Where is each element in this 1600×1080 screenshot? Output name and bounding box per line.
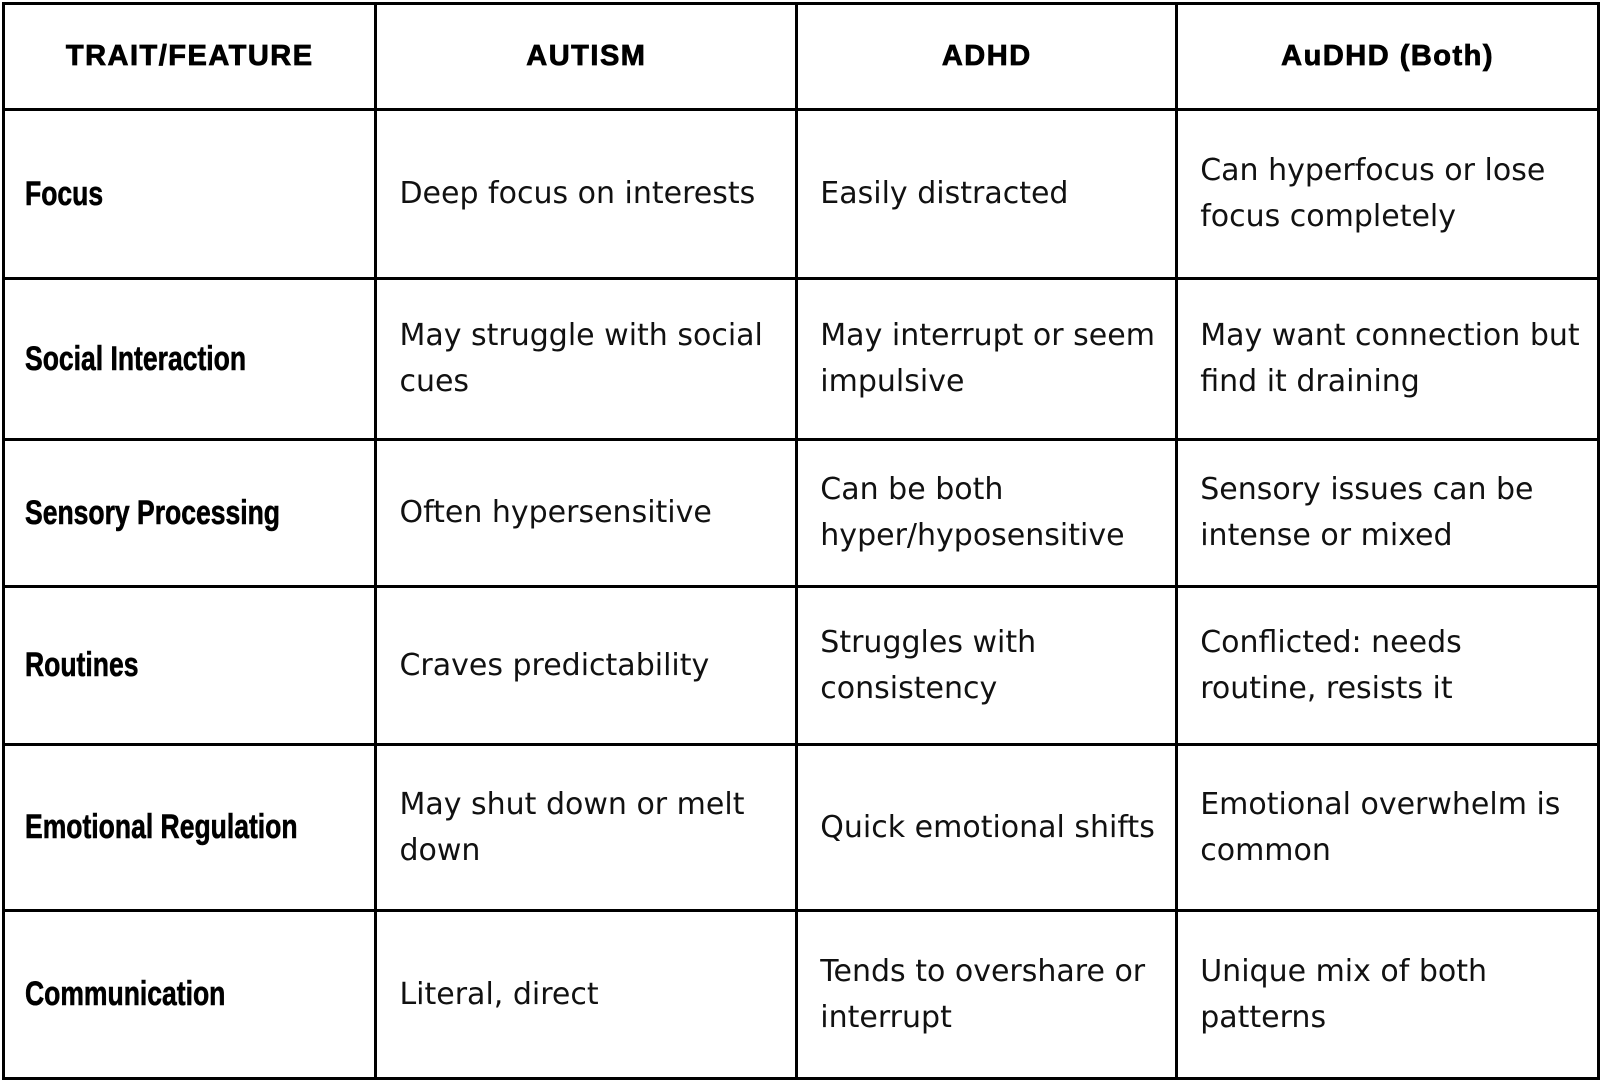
autism-cell: Often hypersensitive [376, 440, 797, 587]
trait-cell [4, 440, 376, 587]
header-audhd: AuDHD (Both) [1177, 4, 1599, 110]
adhd-cell: Struggles with consistency [797, 587, 1177, 745]
autism-cell: May shut down or melt down [376, 745, 797, 911]
audhd-cell: Unique mix of both patterns [1177, 911, 1599, 1079]
audhd-cell: Sensory issues can be intense or mixed [1177, 440, 1599, 587]
trait-cell [4, 587, 376, 745]
trait-label: Routines [25, 646, 139, 684]
autism-cell: Deep focus on interests [376, 110, 797, 279]
header-row [4, 4, 1599, 110]
header-adhd: ADHD [797, 4, 1177, 110]
trait-label: Communication [25, 975, 226, 1013]
adhd-cell: Can be both hyper/hyposensitive [797, 440, 1177, 587]
trait-cell [4, 911, 376, 1079]
audhd-cell: Conflicted: needs routine, resists it [1177, 587, 1599, 745]
table-row [4, 279, 1599, 440]
trait-label: Social Interaction [25, 339, 247, 378]
table-row [4, 911, 1599, 1079]
trait-cell [4, 279, 376, 440]
autism-cell: Literal, direct [376, 911, 797, 1079]
trait-label: Sensory Processing [25, 493, 280, 532]
header-trait: TRAIT/FEATURE [4, 4, 376, 110]
audhd-cell: May want connection but find it draining [1177, 279, 1599, 440]
autism-cell: May struggle with social cues [376, 279, 797, 440]
table-row [4, 110, 1599, 279]
comparison-table [2, 2, 1600, 1080]
audhd-cell: Emotional overwhelm is common [1177, 745, 1599, 911]
header-autism: AUTISM [376, 4, 797, 110]
trait-label: Focus [25, 174, 104, 213]
audhd-cell: Can hyperfocus or lose focus completely [1177, 110, 1599, 279]
adhd-cell: Easily distracted [797, 110, 1177, 279]
trait-cell [4, 110, 376, 279]
table-row [4, 587, 1599, 745]
autism-cell: Craves predictability [376, 587, 797, 745]
table-row [4, 745, 1599, 911]
adhd-cell: Tends to overshare or interrupt [797, 911, 1177, 1079]
adhd-cell: Quick emotional shifts [797, 745, 1177, 911]
table-row [4, 440, 1599, 587]
trait-cell [4, 745, 376, 911]
trait-label: Emotional Regulation [25, 808, 298, 846]
adhd-cell: May interrupt or seem impulsive [797, 279, 1177, 440]
